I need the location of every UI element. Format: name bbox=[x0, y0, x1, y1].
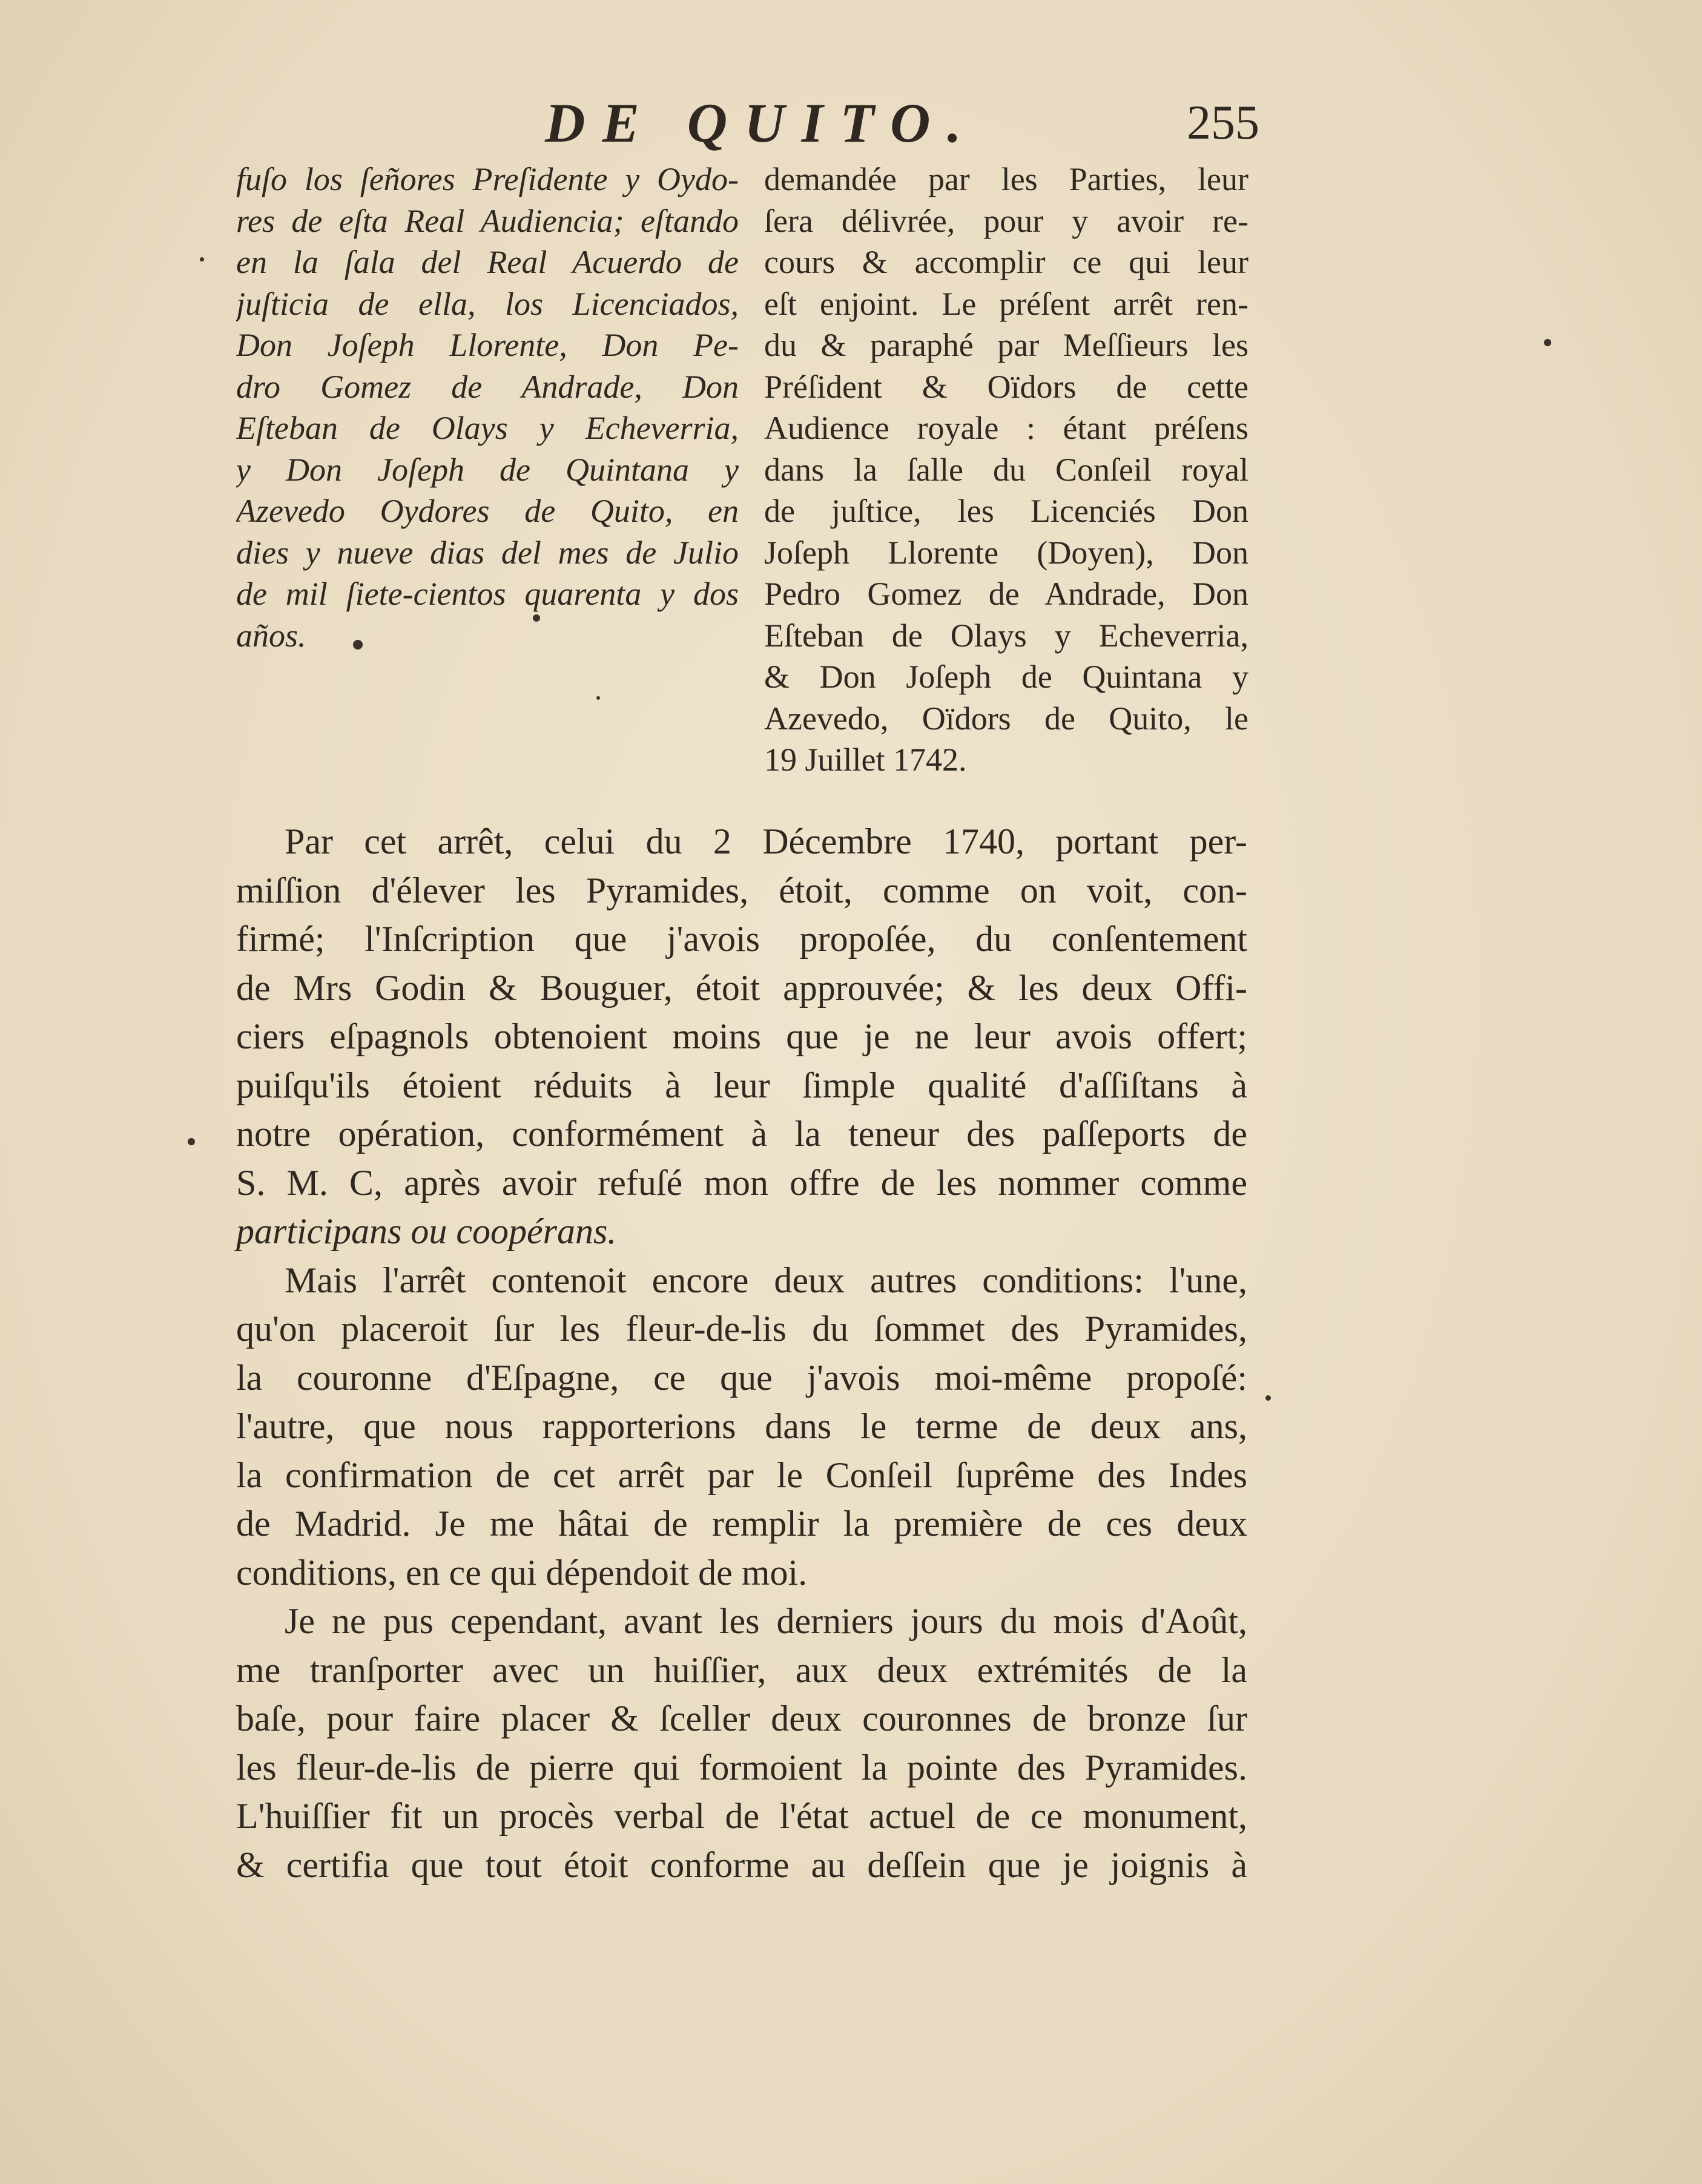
text-line: años. bbox=[236, 617, 306, 654]
text-line: Joſeph Llorente (Doyen), Don bbox=[764, 534, 1248, 571]
text-line: participans ou coopérans. bbox=[236, 1211, 617, 1251]
body-text bbox=[236, 817, 1247, 1889]
text-line: dro Gomez de Andrade, Don bbox=[236, 368, 739, 405]
text-line: firmé; l'Inſcription que j'avois propoſée, du conſentement bbox=[236, 919, 1247, 959]
page-number: 255 bbox=[1187, 96, 1259, 150]
text-line: dans la ſalle du Conſeil royal bbox=[764, 451, 1248, 488]
text-line: conditions, en ce qui dépendoit de moi. bbox=[236, 1552, 808, 1593]
paragraph bbox=[236, 1256, 1247, 1597]
ink-spot bbox=[596, 696, 600, 700]
text-line: S. M. C, après avoir refuſé mon offre de les nommer comme bbox=[236, 1162, 1247, 1203]
text-line: miſſion d'élever les Pyramides, étoit, comme on voit, con- bbox=[236, 870, 1247, 910]
paragraph bbox=[236, 817, 1247, 1256]
text-line: eſt enjoint. Le préſent arrêt ren- bbox=[764, 285, 1248, 322]
text-line: cours & accomplir ce qui leur bbox=[764, 244, 1248, 280]
text-line: de mil ſiete-cientos quarenta y dos bbox=[236, 576, 739, 612]
text-line: Mais l'arrêt contenoit encore deux autres conditions: l'une, bbox=[285, 1260, 1247, 1300]
ink-spot bbox=[353, 640, 363, 650]
left-column-spanish bbox=[236, 159, 739, 656]
text-line: qu'on placeroit ſur les fleur-de-lis du ſommet des Pyramides, bbox=[236, 1309, 1247, 1349]
ink-spot bbox=[1265, 1395, 1271, 1401]
text-line: Par cet arrêt, celui du 2 Décembre 1740, portant per- bbox=[285, 821, 1247, 861]
text-line: du & paraphé par Meſſieurs les bbox=[764, 327, 1248, 363]
text-line: Préſident & Oïdors de cette bbox=[764, 368, 1248, 405]
text-line: ciers eſpagnols obtenoient moins que je ne leur avois offert; bbox=[236, 1016, 1247, 1056]
text-line: de juſtice, les Licenciés Don bbox=[764, 493, 1248, 529]
text-line: de Mrs Godin & Bouguer, étoit approuvée; & les deux Offi- bbox=[236, 967, 1247, 1008]
text-line: en la ſala del Real Acuerdo de bbox=[236, 244, 739, 280]
text-line: & certifia que tout étoit conforme au deſſein que je joignis à bbox=[236, 1844, 1247, 1885]
ink-spot bbox=[188, 1138, 195, 1145]
text-line: Azevedo, Oïdors de Quito, le bbox=[764, 700, 1248, 737]
page-header bbox=[0, 91, 1702, 163]
text-line: Azevedo Oydores de Quito, en bbox=[236, 493, 739, 529]
text-line: fuſo los ſeñores Preſidente y Oydo- bbox=[236, 161, 739, 197]
ink-spot bbox=[200, 257, 204, 261]
right-column-french bbox=[764, 159, 1248, 781]
text-line: puiſqu'ils étoient réduits à leur ſimple qualité d'aſſiſtans à bbox=[236, 1065, 1247, 1105]
text-line: l'autre, que nous rapporterions dans le terme de deux ans, bbox=[236, 1406, 1247, 1446]
text-line: Don Joſeph Llorente, Don Pe- bbox=[236, 327, 739, 363]
text-line: de Madrid. Je me hâtai de remplir la première de ces deux bbox=[236, 1504, 1247, 1544]
text-line: Eſteban de Olays y Echeverria, bbox=[236, 410, 739, 446]
text-line: Je ne pus cependant, avant les derniers jours du mois d'Août, bbox=[285, 1601, 1247, 1641]
text-line: me tranſporter avec un huiſſier, aux deux extrémités de la bbox=[236, 1650, 1247, 1690]
text-line: Pedro Gomez de Andrade, Don bbox=[764, 576, 1248, 612]
ink-spot bbox=[533, 614, 540, 622]
text-line: L'huiſſier fit un procès verbal de l'état actuel de ce monument, bbox=[236, 1796, 1247, 1836]
text-line: res de eſta Real Audiencia; eſtando bbox=[236, 202, 739, 239]
text-line: Eſteban de Olays y Echeverria, bbox=[764, 617, 1248, 654]
text-line: dies y nueve dias del mes de Julio bbox=[236, 534, 739, 571]
text-line: y Don Joſeph de Quintana y bbox=[236, 451, 739, 488]
paragraph bbox=[236, 1597, 1247, 1889]
text-line: 19 Juillet 1742. bbox=[764, 742, 967, 778]
text-line: baſe, pour faire placer & ſceller deux couronnes de bronze ſur bbox=[236, 1699, 1247, 1738]
text-line: Audience royale : étant préſens bbox=[764, 410, 1248, 446]
text-line: les fleur-de-lis de pierre qui formoient la pointe des Pyramides. bbox=[236, 1747, 1247, 1788]
ink-spot bbox=[1544, 339, 1551, 346]
text-line: ſera délivrée, pour y avoir re- bbox=[764, 202, 1248, 239]
text-line: juſticia de ella, los Licenciados, bbox=[236, 285, 739, 322]
text-line: notre opération, conformément à la teneur des paſſeports de bbox=[236, 1114, 1247, 1154]
text-line: la confirmation de cet arrêt par le Conſeil ſuprême des Indes bbox=[236, 1455, 1247, 1495]
text-line: demandée par les Parties, leur bbox=[764, 161, 1248, 197]
text-line: la couronne d'Eſpagne, ce que j'avois moi-même propoſé: bbox=[236, 1357, 1247, 1398]
text-line: & Don Joſeph de Quintana y bbox=[764, 659, 1248, 695]
running-title: DE QUITO. bbox=[545, 92, 978, 154]
